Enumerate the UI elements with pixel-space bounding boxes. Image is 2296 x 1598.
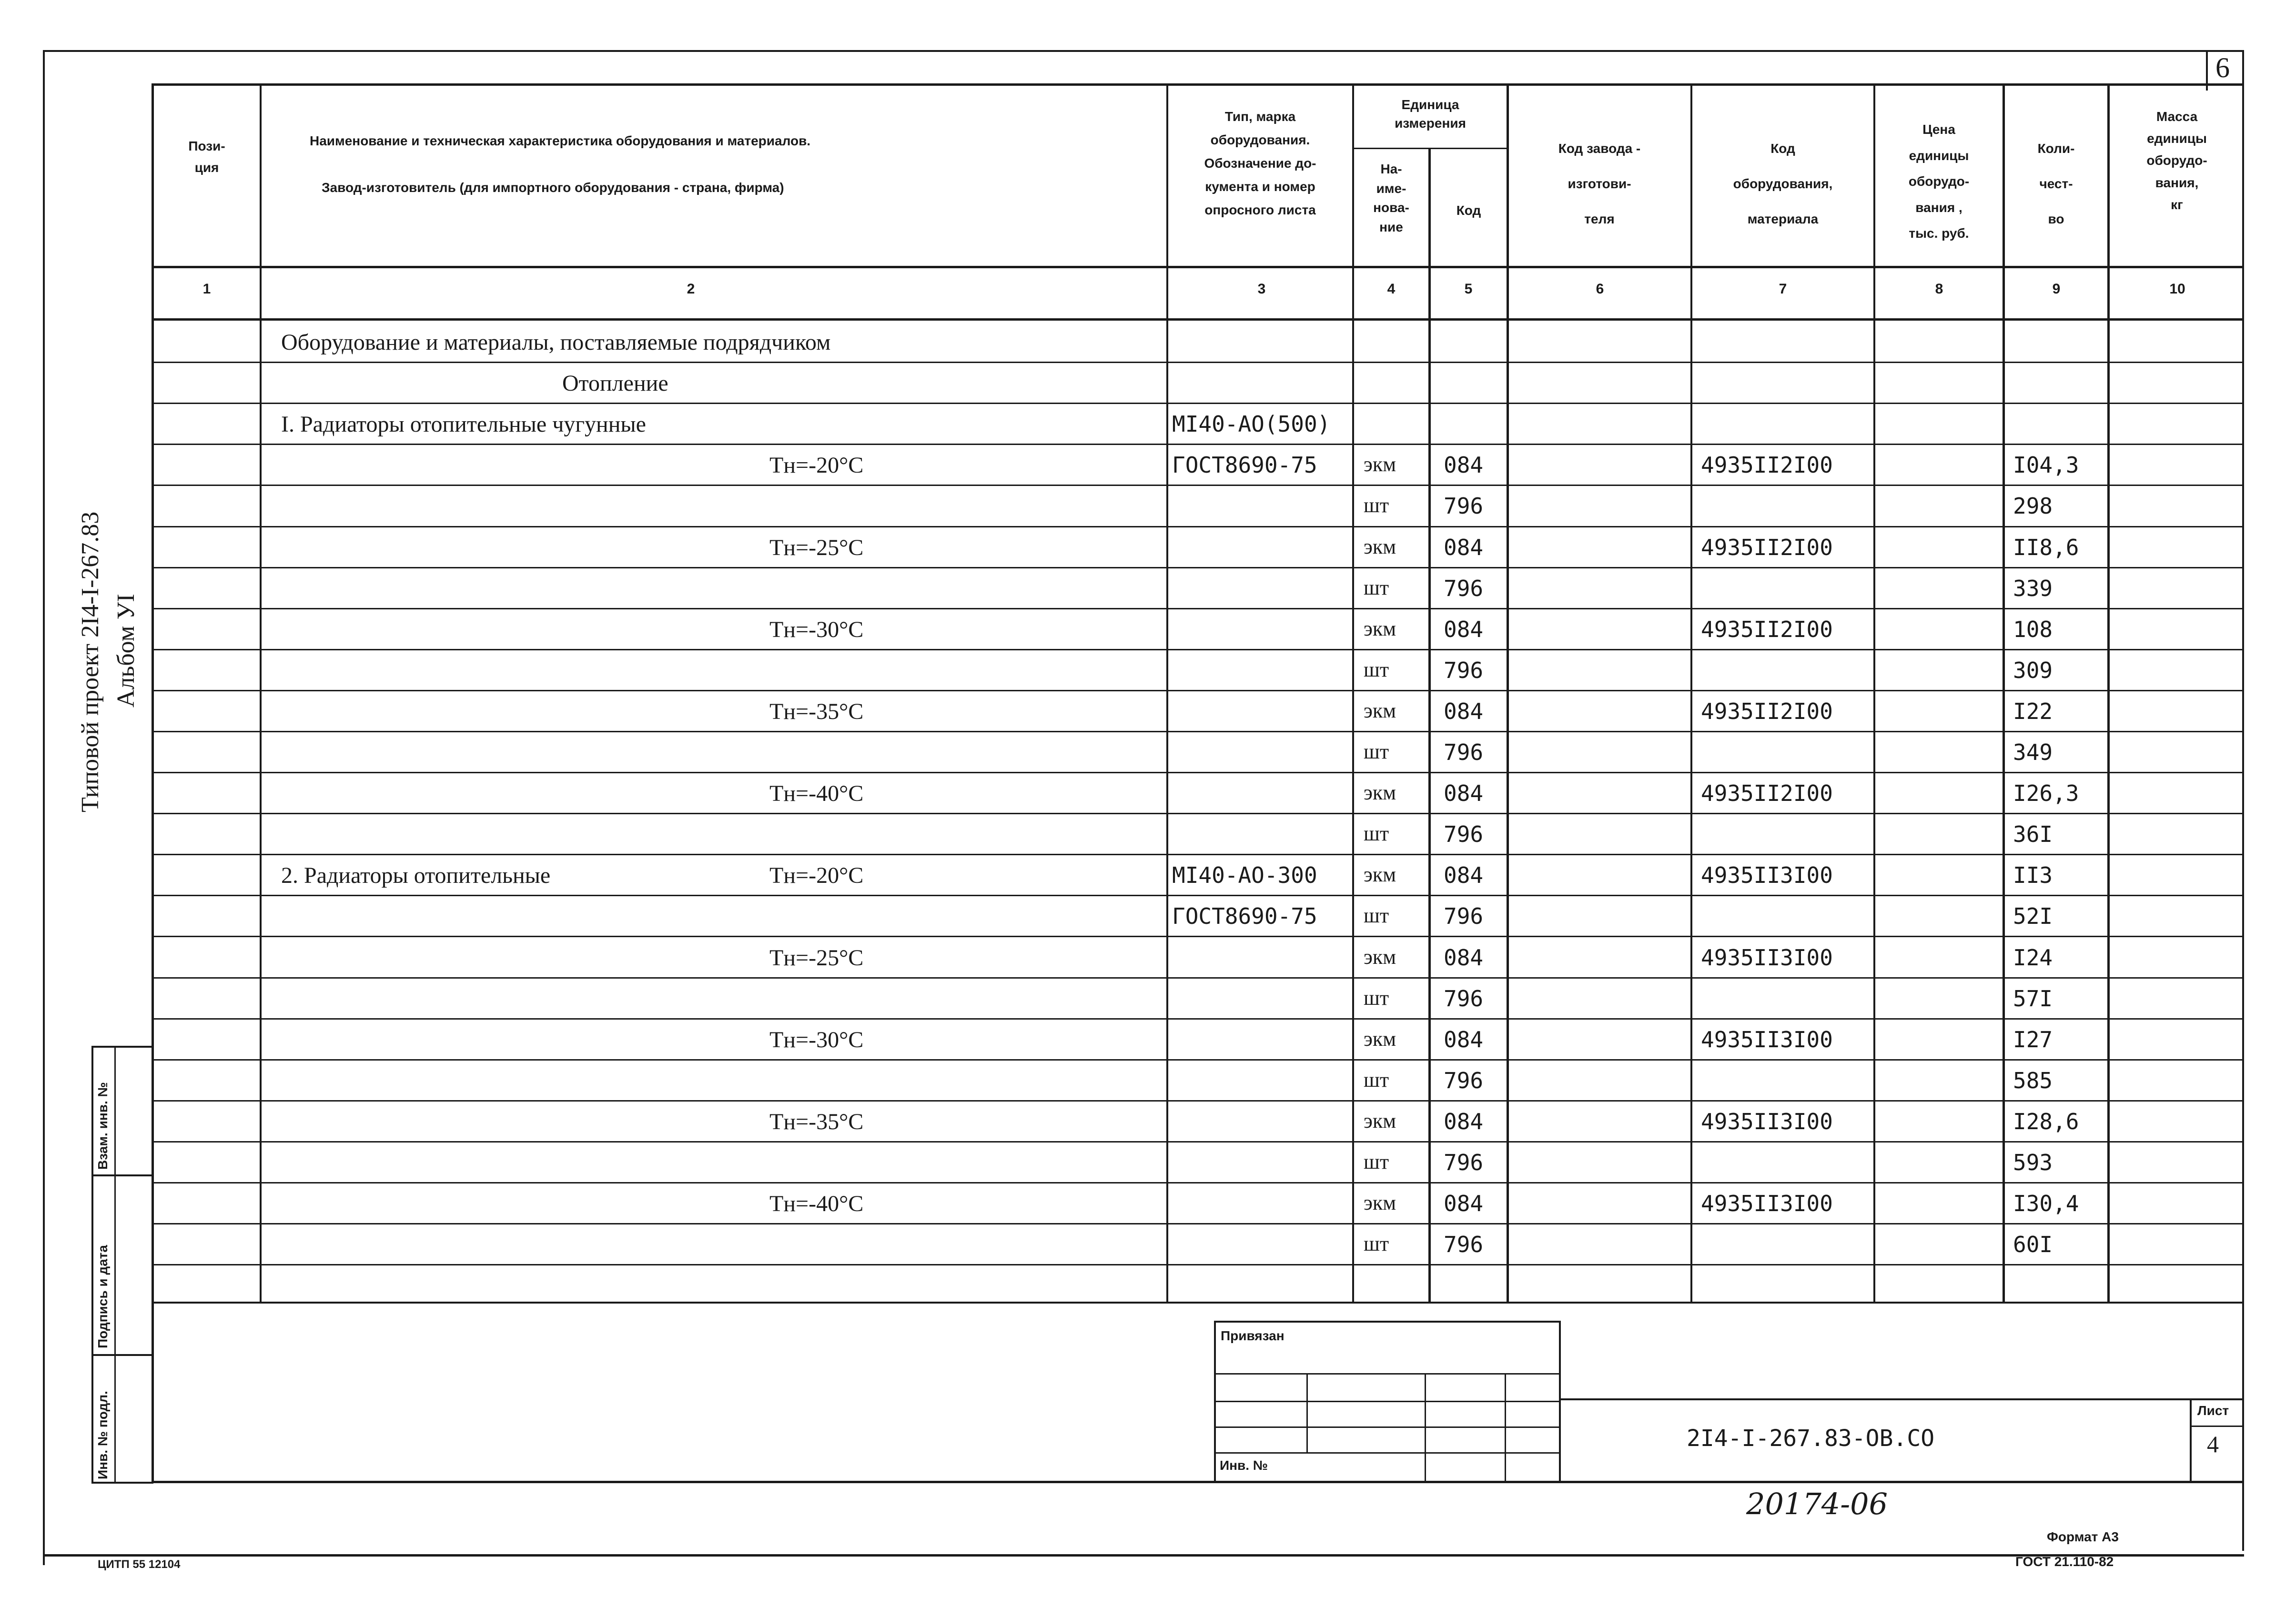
unit-name-cell: экм — [1364, 453, 1396, 476]
sheet-number: 4 — [2207, 1431, 2219, 1457]
item-name-cell: I. Радиаторы отопительные чугунные — [281, 412, 646, 437]
format-label: Формат А3 — [2047, 1529, 2119, 1544]
stamp-inv-original: Инв. № подл. — [95, 1391, 110, 1479]
table-row — [0, 321, 2296, 362]
quantity-cell: I27 — [2013, 1027, 2053, 1052]
outdoor-temp-cell: Тн=-20°С — [769, 863, 864, 888]
header-unit-mass: Масса единицы оборудо- вания, кг — [2146, 109, 2207, 212]
unit-name-cell: шт — [1364, 658, 1389, 681]
quantity-cell: 339 — [2013, 576, 2053, 601]
equipment-code-cell: 4935II2I00 — [1701, 452, 1833, 478]
equipment-code-cell: 4935II2I00 — [1701, 535, 1833, 560]
quantity-cell: I30,4 — [2013, 1191, 2079, 1216]
type-mark-cell: ГОСТ8690-75 — [1172, 903, 1317, 929]
header-position: Пози- ция — [188, 139, 225, 175]
table-row — [0, 444, 2296, 485]
outdoor-temp-cell: Тн=-25°С — [769, 945, 864, 971]
unit-code-cell: 796 — [1444, 739, 1484, 765]
table-row — [0, 403, 2296, 444]
outdoor-temp-cell: Тн=-25°С — [769, 535, 864, 560]
unit-code-cell: 796 — [1444, 576, 1484, 601]
unit-name-cell: экм — [1364, 1109, 1396, 1133]
table-row — [0, 772, 2296, 813]
table-row — [0, 362, 2296, 403]
outdoor-temp-cell: Тн=-40°С — [769, 1191, 864, 1216]
unit-code-cell: 084 — [1444, 1109, 1484, 1134]
table-top — [152, 83, 2244, 86]
type-mark-cell: ГОСТ8690-75 — [1172, 452, 1317, 478]
tb-linked-label: Привязан — [1221, 1328, 1285, 1343]
table-row — [0, 1141, 2296, 1182]
unit-name-cell: шт — [1364, 1150, 1389, 1173]
table-row — [0, 977, 2296, 1018]
outdoor-temp-cell: Тн=-20°С — [769, 453, 864, 478]
equipment-code-cell: 4935II2I00 — [1701, 617, 1833, 642]
colnum-4: 4 — [1387, 281, 1396, 297]
unit-name-cell: экм — [1364, 1027, 1396, 1051]
unit-name-cell: экм — [1364, 781, 1396, 804]
tb-box-top — [1214, 1321, 1561, 1323]
unit-name-cell: шт — [1364, 1232, 1389, 1255]
doc-code: 2I4-I-267.83-ОВ.СО — [1687, 1425, 1935, 1452]
outdoor-temp-cell: Тн=-35°С — [769, 699, 864, 724]
unit-name-cell: экм — [1364, 535, 1396, 558]
sheet-box-left — [2190, 1398, 2192, 1482]
quantity-cell: 36I — [2013, 821, 2053, 847]
quantity-cell: 60I — [2013, 1232, 2053, 1257]
side-project-label: Типовой проект 2I4-I-267.83 — [77, 511, 104, 812]
header-factory-code: Код завода - изготови- теля — [1558, 141, 1641, 227]
outdoor-temp-cell: Тн=-30°С — [769, 1027, 864, 1052]
unit-code-cell: 084 — [1444, 945, 1484, 971]
side-album-label: Альбом УI — [112, 594, 140, 708]
quantity-cell: 593 — [2013, 1150, 2053, 1175]
header-type-mark: Тип, марка оборудования. Обозначение до- кумента и номер опросного листа — [1204, 109, 1316, 217]
quantity-cell: I26,3 — [2013, 780, 2079, 806]
tb-v2 — [1425, 1373, 1426, 1482]
unit-code-cell: 084 — [1444, 535, 1484, 560]
quantity-cell: 52I — [2013, 903, 2053, 929]
colnum-9: 9 — [2052, 281, 2061, 297]
unit-code-cell: 084 — [1444, 1027, 1484, 1052]
unit-code-cell: 084 — [1444, 862, 1484, 888]
quantity-cell: 585 — [2013, 1068, 2053, 1093]
unit-code-cell: 796 — [1444, 1232, 1484, 1257]
unit-name-cell: экм — [1364, 945, 1396, 969]
table-header-bottom — [152, 266, 2244, 268]
table-row — [0, 485, 2296, 526]
tb-h1 — [1214, 1373, 1561, 1375]
table-row — [0, 608, 2296, 649]
type-mark-cell: МI40-АО-300 — [1172, 862, 1317, 888]
quantity-cell: 298 — [2013, 493, 2053, 519]
unit-code-cell: 796 — [1444, 903, 1484, 929]
sheet-box-divider — [2190, 1426, 2244, 1427]
type-mark-cell: МI40-АО(500) — [1172, 411, 1331, 437]
doc-code-box-top — [1561, 1398, 2244, 1400]
item-name-cell: 2. Радиаторы отопительные — [281, 863, 551, 888]
unit-code-cell: 796 — [1444, 1068, 1484, 1093]
stamp-replaced-inv: Взам. инв. № — [95, 1082, 110, 1170]
equipment-code-cell: 4935II3I00 — [1701, 862, 1833, 888]
table-body-bottom — [152, 1302, 2244, 1304]
outdoor-temp-cell: Тн=-35°С — [769, 1109, 864, 1134]
tb-h2 — [1214, 1401, 1561, 1402]
header-unit-group: Единица измерения — [1395, 97, 1466, 131]
equipment-code-cell: 4935II3I00 — [1701, 1027, 1833, 1052]
tb-v3 — [1505, 1373, 1506, 1482]
colnum-6: 6 — [1596, 281, 1604, 297]
colnum-3: 3 — [1257, 281, 1266, 297]
item-name-cell: Отопление — [562, 371, 668, 396]
unit-code-cell: 796 — [1444, 986, 1484, 1011]
colnum-8: 8 — [1935, 281, 1943, 297]
table-row — [0, 1223, 2296, 1264]
equipment-code-cell: 4935II3I00 — [1701, 1109, 1833, 1134]
unit-name-cell: шт — [1364, 986, 1389, 1010]
unit-name-cell: шт — [1364, 576, 1389, 599]
table-row — [0, 567, 2296, 608]
table-row — [0, 854, 2296, 895]
quantity-cell: I22 — [2013, 698, 2053, 724]
quantity-cell: I24 — [2013, 945, 2053, 971]
tb-v1 — [1306, 1373, 1308, 1452]
outer-frame-bottom — [43, 1554, 2244, 1557]
table-row — [0, 649, 2296, 690]
table-row — [0, 1018, 2296, 1059]
table-bottom — [152, 1481, 2244, 1483]
table-row — [0, 813, 2296, 854]
unit-code-cell: 796 — [1444, 821, 1484, 847]
header-quantity: Коли- чест- во — [2037, 141, 2075, 227]
colnum-7: 7 — [1779, 281, 1787, 297]
quantity-cell: I04,3 — [2013, 452, 2079, 478]
table-row — [0, 895, 2296, 936]
unit-name-cell: шт — [1364, 904, 1389, 927]
stamp-strip-h4 — [91, 1482, 153, 1484]
unit-name-cell: шт — [1364, 494, 1389, 517]
stamp-signature-date: Подпись и дата — [95, 1245, 110, 1348]
unit-code-cell: 796 — [1444, 493, 1484, 519]
table-row — [0, 1059, 2296, 1100]
quantity-cell: I28,6 — [2013, 1109, 2079, 1134]
unit-name-cell: экм — [1364, 699, 1396, 722]
unit-code-cell: 084 — [1444, 780, 1484, 806]
table-row — [0, 936, 2296, 977]
unit-name-cell: шт — [1364, 1068, 1389, 1092]
row-divider — [152, 1264, 2244, 1265]
unit-name-cell: экм — [1364, 1191, 1396, 1214]
stamp-strip-h3 — [91, 1354, 153, 1356]
sheet-label: Лист — [2197, 1403, 2229, 1418]
header-unit-price: Цена единицы оборудо- вания , тыс. руб. — [1908, 122, 1970, 241]
colnum-10: 10 — [2169, 281, 2185, 297]
quantity-cell: II3 — [2013, 862, 2053, 888]
quantity-cell: 108 — [2013, 617, 2053, 642]
unit-name-cell: шт — [1364, 822, 1389, 845]
colnum-5: 5 — [1464, 281, 1473, 297]
unit-code-cell: 796 — [1444, 657, 1484, 683]
equipment-code-cell: 4935II3I00 — [1701, 945, 1833, 971]
unit-group-divider — [1352, 148, 1508, 149]
table-row — [0, 1182, 2296, 1223]
tb-inv-label: Инв. № — [1220, 1458, 1268, 1473]
gost-label: ГОСТ 21.110-82 — [2015, 1554, 2114, 1569]
unit-code-cell: 084 — [1444, 698, 1484, 724]
header-equipment-code: Код оборудования, материала — [1733, 141, 1833, 227]
corner-sheet-number: 6 — [2215, 52, 2230, 83]
colnum-2: 2 — [687, 281, 695, 297]
table-row — [0, 526, 2296, 567]
item-name-cell: Оборудование и материалы, поставляемые подрядчиком — [281, 330, 831, 355]
unit-code-cell: 084 — [1444, 617, 1484, 642]
unit-code-cell: 084 — [1444, 452, 1484, 478]
header-unit-code: Код — [1456, 203, 1481, 218]
unit-name-cell: шт — [1364, 740, 1389, 763]
equipment-code-cell: 4935II2I00 — [1701, 698, 1833, 724]
outer-frame-top — [43, 50, 2244, 52]
table-row — [0, 1100, 2296, 1141]
unit-name-cell: экм — [1364, 863, 1396, 886]
quantity-cell: II8,6 — [2013, 535, 2079, 560]
quantity-cell: 309 — [2013, 657, 2053, 683]
bottom-left-code: ЦИТП 55 12104 — [98, 1558, 181, 1571]
tb-h3 — [1214, 1426, 1561, 1428]
quantity-cell: 349 — [2013, 739, 2053, 765]
tb-h4 — [1214, 1452, 1561, 1454]
header-name-line2: Завод-изготовитель (для импортного оборудования - страна, фирма) — [322, 180, 784, 195]
outdoor-temp-cell: Тн=-30°С — [769, 617, 864, 642]
outdoor-temp-cell: Тн=-40°С — [769, 781, 864, 806]
unit-code-cell: 084 — [1444, 1191, 1484, 1216]
equipment-code-cell: 4935II3I00 — [1701, 1191, 1833, 1216]
colnum-1: 1 — [202, 281, 211, 297]
header-unit-name: На- име- нова- ние — [1373, 162, 1409, 234]
equipment-code-cell: 4935II2I00 — [1701, 780, 1833, 806]
unit-code-cell: 796 — [1444, 1150, 1484, 1175]
table-row — [0, 690, 2296, 731]
header-name-line1: Наименование и техническая характеристика оборудования и материалов. — [310, 133, 811, 148]
quantity-cell: 57I — [2013, 986, 2053, 1011]
unit-name-cell: экм — [1364, 617, 1396, 640]
handwritten-number: 20174-06 — [1746, 1487, 1888, 1521]
table-row — [0, 731, 2296, 772]
